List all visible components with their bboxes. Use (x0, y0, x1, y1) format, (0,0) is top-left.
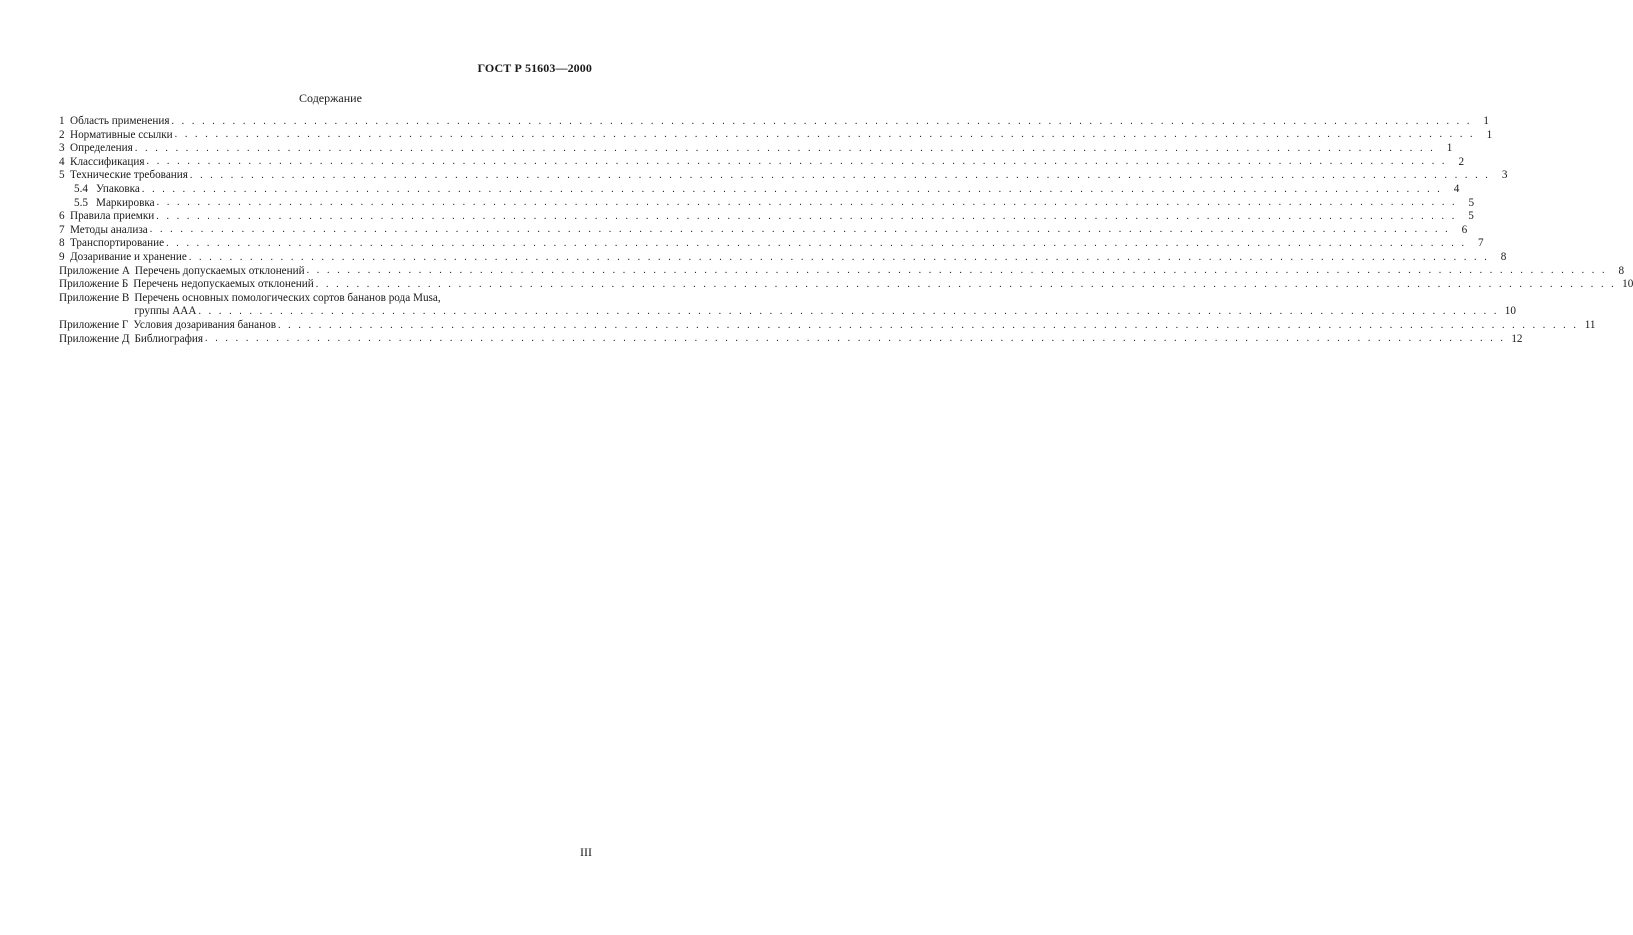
toc-entry-number: 4 (59, 155, 65, 168)
toc-entry-page: 12 (1511, 332, 1523, 345)
dot-leader (205, 333, 1506, 344)
page-number: III (580, 845, 592, 859)
appendix-title: Перечень допускаемых отклонений (134, 264, 305, 277)
toc-entry-page: 10 (1622, 278, 1633, 291)
toc-subentry[interactable] (59, 182, 1460, 197)
appendix-label: Приложение Д (59, 332, 130, 345)
toc-appendix-entry[interactable] (59, 278, 1633, 292)
toc-entry-page: 1 (1486, 128, 1493, 141)
toc-entry-page: 10 (1504, 305, 1516, 318)
toc-entry[interactable] (59, 115, 1489, 129)
toc-appendix-entry[interactable] (59, 291, 1516, 319)
appendix-title: Перечень основных помологических сортов бананов рода Musa, (134, 291, 441, 304)
dot-leader (189, 252, 1490, 263)
appendix-label: Приложение Г (59, 318, 129, 331)
appendix-label: Приложение А (59, 264, 130, 277)
appendix-title-continued: группы ААА (134, 305, 197, 318)
dot-leader (198, 306, 1499, 317)
toc-entry-title: Классификация (70, 155, 145, 168)
toc-subentry[interactable] (59, 196, 1475, 211)
toc-entry-number: 2 (59, 128, 65, 141)
dot-leader (156, 211, 1457, 222)
dot-leader (171, 116, 1472, 127)
toc-entry-page: 8 (1618, 264, 1625, 277)
toc-entry-page: 8 (1500, 250, 1507, 263)
toc-entry-page: 3 (1501, 169, 1508, 182)
dot-leader (307, 265, 1608, 276)
toc-appendix-entry[interactable] (59, 318, 1596, 333)
toc-entry-page: 4 (1453, 182, 1460, 195)
toc-entry-page: 1 (1483, 115, 1489, 127)
toc-entry-title: Нормативные ссылки (70, 128, 173, 141)
toc-entry-number: 9 (59, 250, 65, 263)
appendix-label: Приложение Б (59, 278, 129, 291)
toc-entry-page: 5 (1468, 210, 1474, 223)
toc-entry[interactable] (59, 237, 1484, 251)
dot-leader (278, 320, 1579, 331)
toc-entry[interactable] (59, 210, 1474, 224)
toc-entry-title: Методы анализа (70, 223, 148, 236)
toc-appendix-entry[interactable] (59, 264, 1625, 279)
toc-entry-page: 1 (1446, 142, 1453, 155)
toc-entry[interactable] (59, 128, 1493, 143)
dot-leader (142, 184, 1443, 195)
toc-entry-title: Правила приемки (70, 210, 155, 223)
dot-leader (175, 129, 1476, 140)
toc-entry-page: 5 (1468, 196, 1475, 209)
appendix-title: Условия дозаривания бананов (133, 318, 276, 331)
toc-entry-page: 2 (1458, 155, 1465, 168)
toc-entry-title: Транспортирование (70, 237, 165, 250)
toc-entry[interactable] (59, 169, 1508, 183)
dot-leader (147, 156, 1448, 167)
toc-entry-number: 5.5 (74, 196, 88, 209)
toc-entry-page: 7 (1477, 237, 1484, 250)
toc-entry-number: 3 (59, 142, 65, 155)
toc-entry-page: 11 (1584, 318, 1596, 331)
toc-entry[interactable] (59, 142, 1453, 156)
appendix-label: Приложение В (59, 291, 130, 304)
toc-entry-title: Определения (70, 142, 133, 155)
toc-entry-number: 8 (59, 237, 65, 250)
toc-entry-number: 6 (59, 210, 65, 223)
dot-leader (166, 238, 1467, 249)
toc-entry-number: 5.4 (74, 182, 88, 195)
toc-entry[interactable] (59, 223, 1468, 238)
toc-entry-number: 1 (59, 115, 65, 127)
toc-entry-title: Маркировка (96, 196, 155, 209)
dot-leader (316, 279, 1617, 290)
dot-leader (190, 170, 1491, 181)
dot-leader (135, 143, 1436, 154)
toc-appendix-entry[interactable] (59, 332, 1523, 347)
dot-leader (150, 224, 1451, 235)
toc-entry-number: 5 (59, 169, 65, 182)
dot-leader (157, 197, 1458, 208)
toc-entry-page: 6 (1461, 223, 1468, 236)
toc-entry[interactable] (59, 250, 1507, 265)
toc-entry-title: Область применения (70, 115, 170, 127)
toc-entry-number: 7 (59, 223, 65, 236)
appendix-title: Перечень недопускаемых отклонений (133, 278, 314, 291)
toc-entry[interactable] (59, 155, 1465, 170)
toc-entry-title: Упаковка (96, 182, 140, 195)
appendix-title: Библиография (134, 332, 204, 345)
toc-entry-title: Дозаривание и хранение (70, 250, 187, 263)
toc-title: Содержание (299, 91, 362, 105)
document-header-code: ГОСТ Р 51603—2000 (477, 61, 592, 75)
table-of-contents (59, 115, 1633, 346)
toc-entry-title: Технические требования (70, 169, 188, 182)
